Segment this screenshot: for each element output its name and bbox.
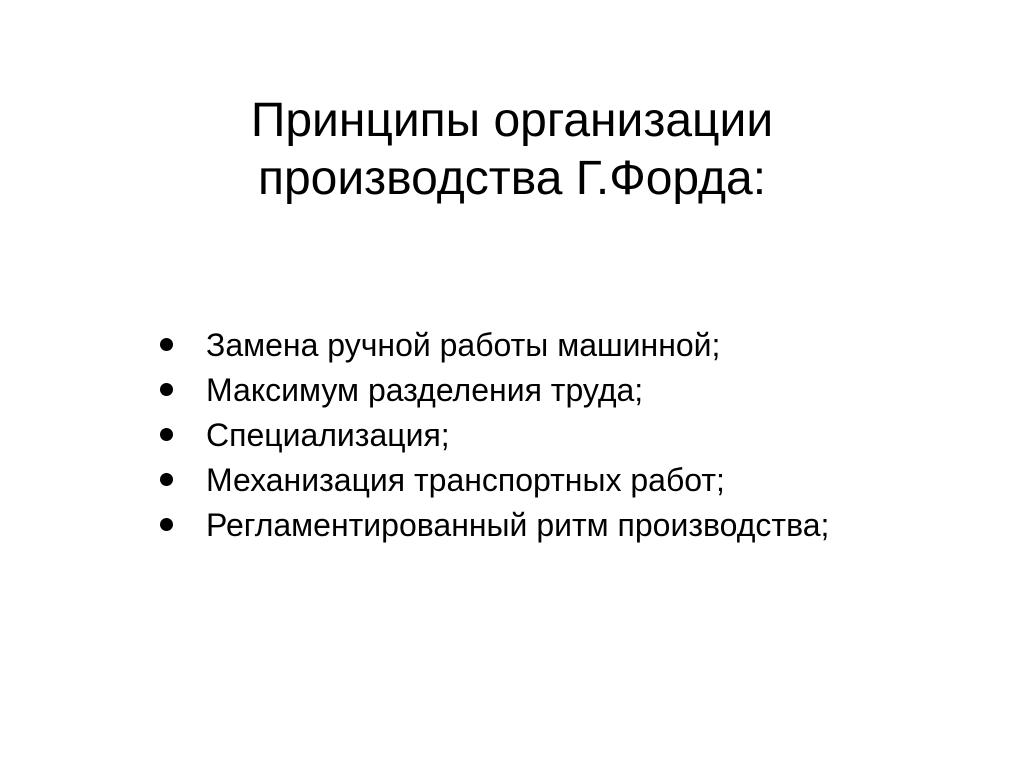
bullet-list	[160, 323, 980, 548]
slide-title-line: Принципы организации	[250, 94, 774, 147]
bullet-text: Замена ручной работы машинной;	[206, 327, 721, 363]
bullet-text: Максимум разделения труда;	[206, 372, 644, 408]
list-item	[160, 503, 980, 548]
list-item	[160, 458, 980, 503]
list-item	[160, 413, 980, 458]
bullet-icon	[160, 473, 173, 486]
bullet-icon	[160, 518, 173, 531]
slide-title	[120, 92, 904, 208]
bullet-text: Специализация;	[206, 417, 450, 453]
bullet-icon	[160, 383, 173, 396]
bullet-icon	[160, 428, 173, 441]
bullet-text: Механизация транспортных работ;	[206, 462, 725, 498]
list-item	[160, 368, 980, 413]
slide-title-line: производства Г.Форда:	[257, 152, 767, 205]
bullet-text: Регламентированный ритм производства;	[206, 507, 830, 543]
bullet-icon	[160, 338, 173, 351]
list-item	[160, 323, 980, 368]
